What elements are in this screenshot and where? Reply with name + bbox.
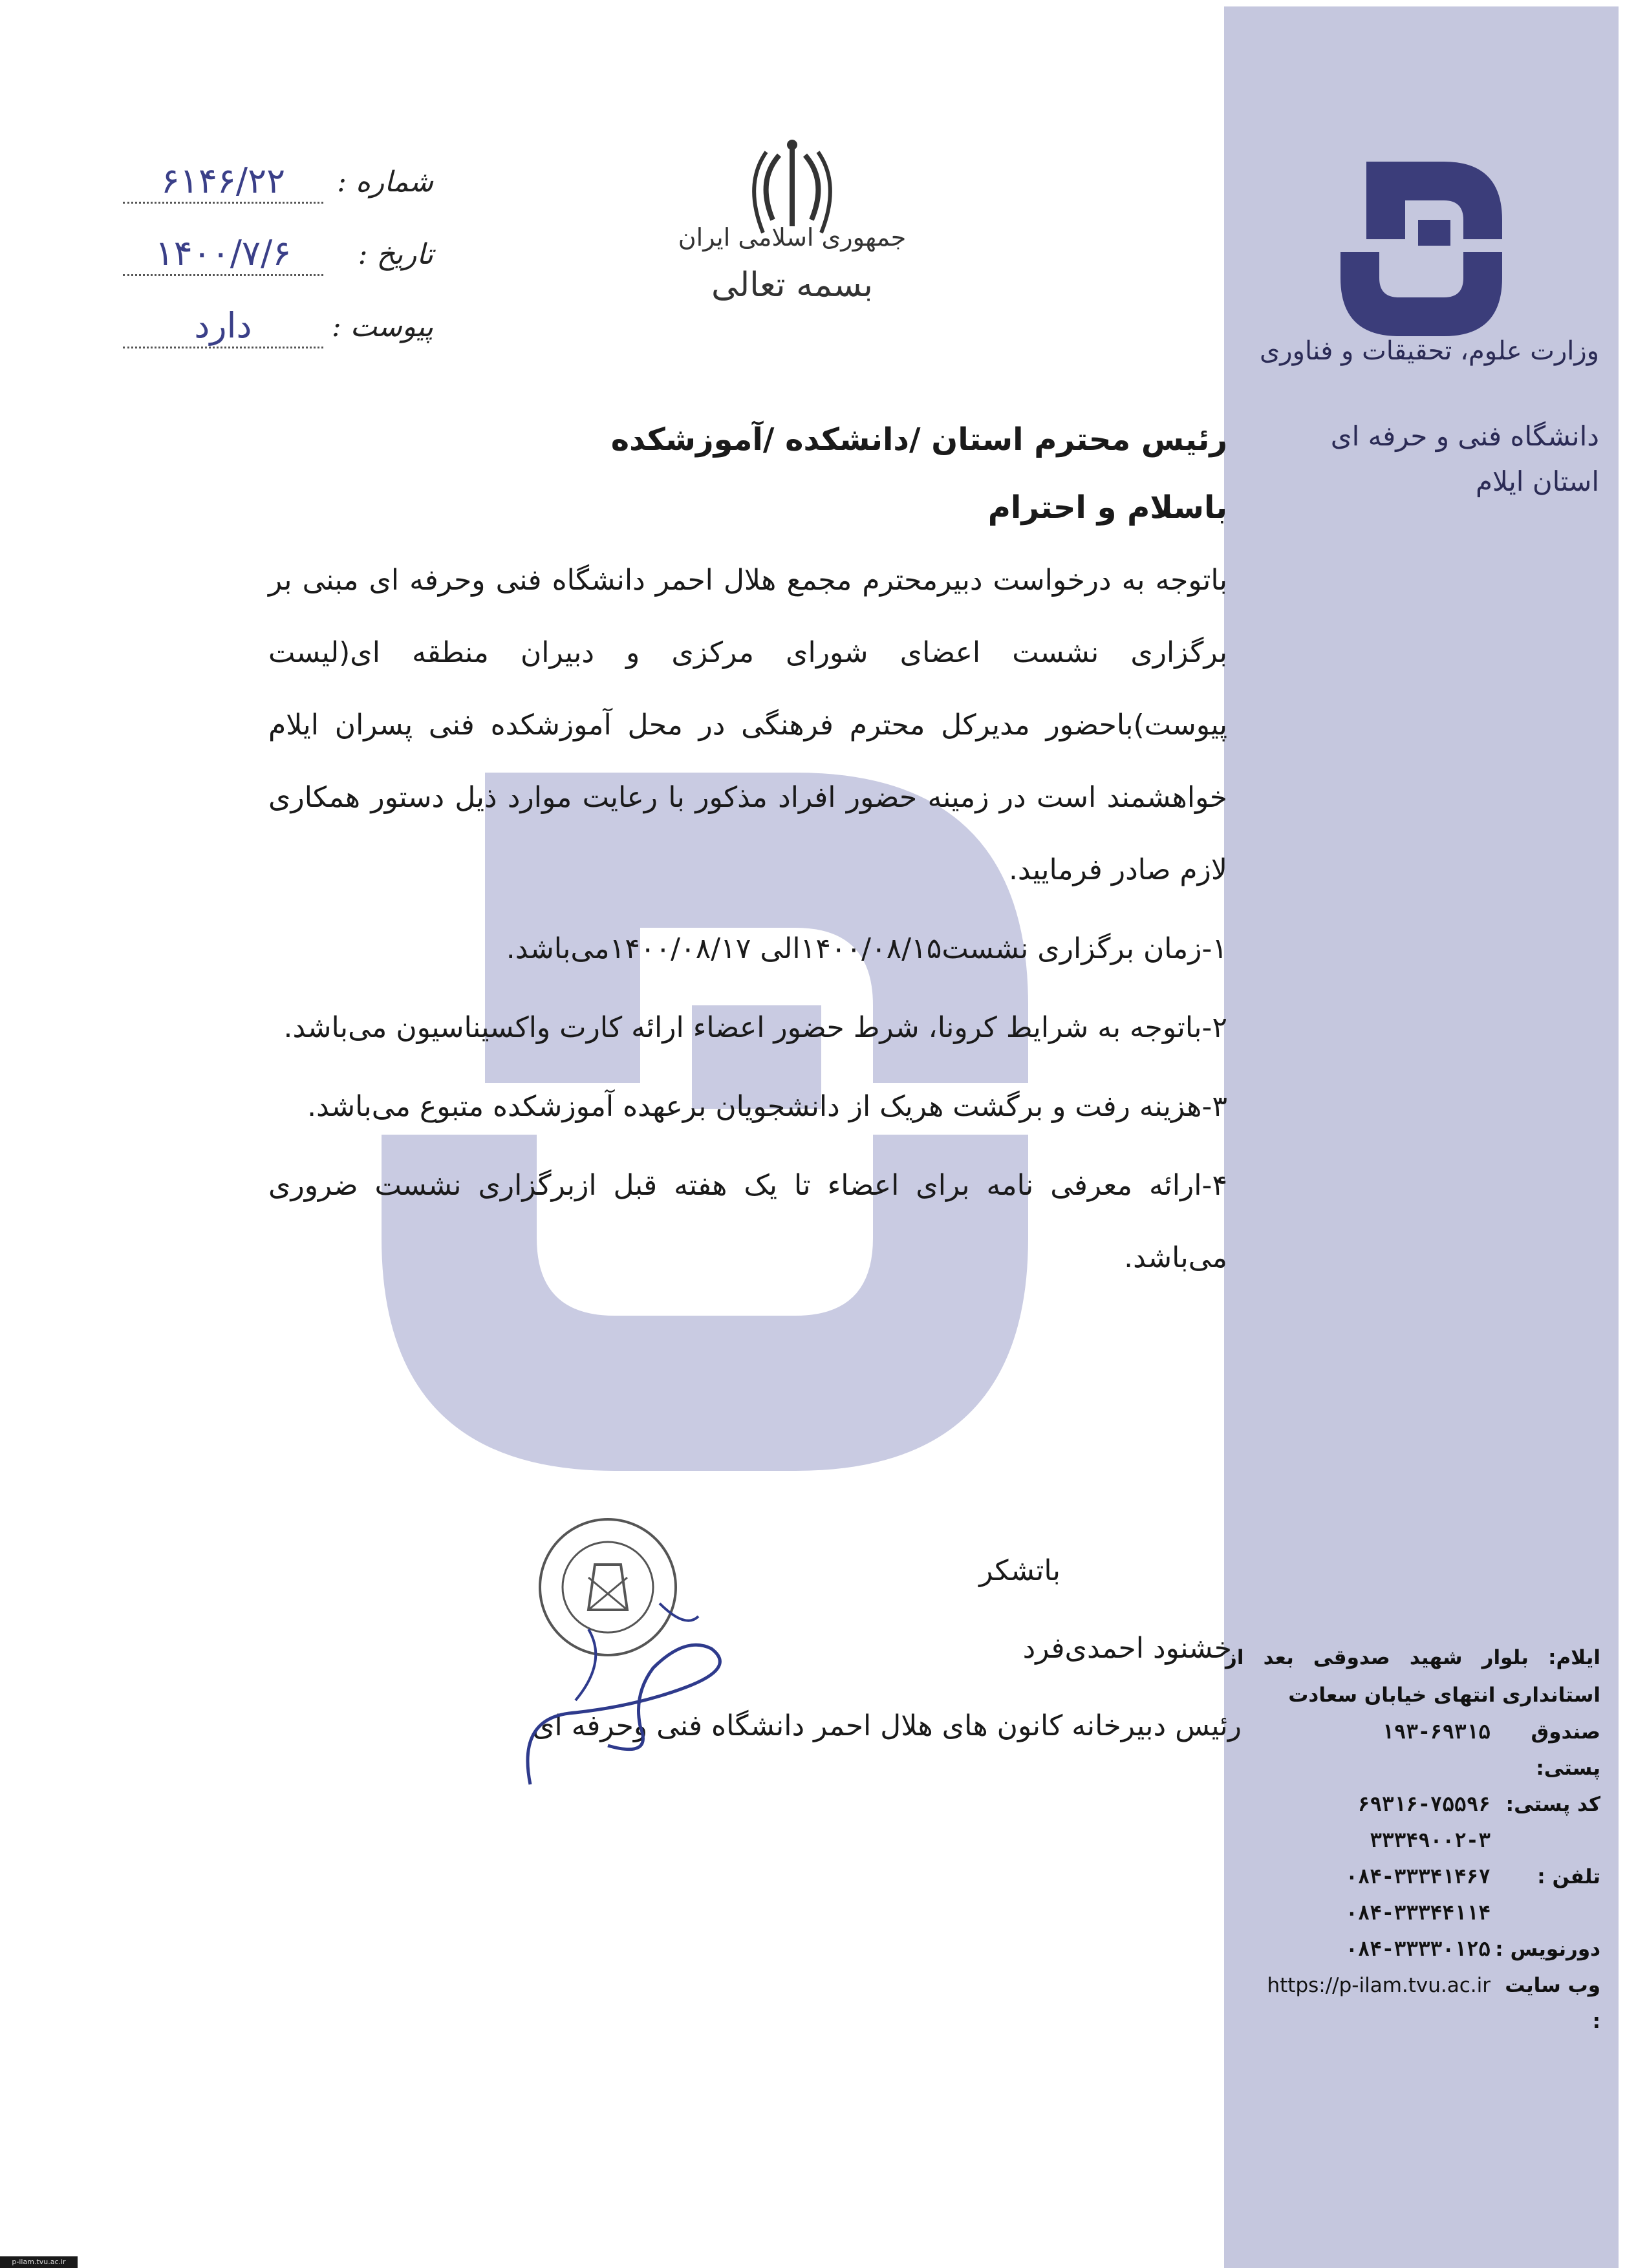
closing-block — [323, 1532, 1242, 1765]
postal-value-2: ۳۳۳۴۹۰۰۲-۳ — [1370, 1829, 1491, 1852]
list-item: ۱-زمان برگزاری نشست۱۴۰۰/۰۸/۱۵الی ۱۴۰۰/۰۸/۱۷می‌باشد. — [506, 932, 1227, 965]
postal-row-2 — [1225, 1823, 1600, 1859]
attachment-label: پیوست : — [331, 310, 433, 343]
date-label: تاریخ : — [358, 237, 433, 271]
signer-title: رئیس دبیرخانه کانون های هلال احمر دانشگاه فنی وحرفه ای — [532, 1709, 1242, 1742]
number-label: شماره : — [337, 165, 433, 198]
basmala: بسمه تعالی — [711, 266, 873, 305]
signer-name: خشنود احمدی‌فرد — [1022, 1632, 1232, 1665]
website-row — [1225, 1967, 1600, 2040]
university-logo-icon — [1315, 142, 1522, 336]
addressee: رئیس محترم استان /دانشکده /آموزشکده — [610, 422, 1227, 458]
fax-value: ۰۸۴-۳۳۳۳۰۱۲۵ — [1346, 1938, 1491, 1961]
website-link[interactable]: https://p-ilam.tvu.ac.ir — [1267, 1974, 1491, 1997]
number-row — [123, 145, 433, 218]
website-label: وب سایت : — [1505, 1974, 1600, 2033]
postal-label: کد پستی: — [1505, 1793, 1600, 1816]
college-name — [1331, 414, 1599, 504]
po-box-row — [1225, 1714, 1600, 1786]
greeting: باسلام و احترام — [987, 489, 1227, 526]
list-item: ۳-هزینه رفت و برگشت هریک از دانشجویان برعهده آموزشکده متبوع می‌باشد. — [307, 1090, 1227, 1123]
college-line-1: دانشگاه فنی و حرفه ای — [1330, 420, 1599, 452]
signature-icon — [491, 1590, 750, 1804]
closing-thanks: باتشکر — [979, 1554, 1060, 1587]
date-value: ۱۴۰۰/۷/۶ — [123, 233, 323, 276]
attachment-value: دارد — [123, 305, 323, 348]
letter-body — [268, 401, 1227, 1294]
letterhead-sidebar — [1224, 6, 1619, 2268]
postal-value-1: ۶۹۳۱۶-۷۵۵۹۶ — [1357, 1793, 1491, 1816]
date-row — [123, 218, 433, 290]
attachment-row — [123, 290, 433, 363]
contact-block — [1225, 1639, 1600, 2040]
letter-meta — [123, 145, 433, 363]
number-value: ۶۱۴۶/۲۲ — [123, 160, 323, 204]
po-box-value: ۱۹۳-۶۹۳۱۵ — [1382, 1720, 1491, 1744]
list-item: ۴-ارائه معرفی نامه برای اعضاء تا یک هفته قبل ازبرگزاری نشست ضروری می‌باشد. — [268, 1169, 1227, 1274]
fax-row — [1225, 1931, 1600, 1967]
footer-badge: p-ilam.tvu.ac.ir — [0, 2256, 78, 2268]
letter-header — [647, 223, 938, 305]
republic-title: جمهوری اسلامی ایران — [678, 223, 907, 251]
phone-label: تلفن : — [1537, 1865, 1600, 1888]
college-line-2: استان ایلام — [1476, 465, 1599, 497]
list-item: ۲-باتوجه به شرایط کرونا، شرط حضور اعضاء ارائه کارت واکسیناسیون می‌باشد. — [283, 1011, 1227, 1044]
postal-row-1 — [1225, 1786, 1600, 1823]
phone-value-2: ۰۸۴-۳۳۳۴۴۱۱۴ — [1346, 1901, 1491, 1925]
contact-address: ایلام: بلوار شهید صدوقی بعد از استانداری انتهای خیابان سعادت — [1225, 1646, 1600, 1707]
ministry-name: وزارت علوم، تحقیقات و فناوری — [1260, 336, 1599, 366]
fax-label: دورنویس : — [1495, 1938, 1600, 1961]
phone-row-2 — [1225, 1895, 1600, 1931]
phone-value-1: ۰۸۴-۳۳۳۴۱۴۶۷ — [1346, 1865, 1491, 1888]
phone-row-1 — [1225, 1859, 1600, 1895]
po-box-label: صندوق پستی: — [1531, 1720, 1600, 1780]
body-paragraph: باتوجه به درخواست دبیرمحترم مجمع هلال احمر دانشگاه فنی وحرفه ای مبنی بر برگزاری نشست اعضای شورای مرکزی و دبیران منطقه ای(لیست پیوست)باحضور مدیرکل محترم فرهنگی در محل آموزشکده فنی پسران ایلام خواهشمند است در زمینه حضور افراد مذکور با رعایت موارد ذیل دستور همکاری لازم صادر فرمایید. — [268, 564, 1227, 886]
